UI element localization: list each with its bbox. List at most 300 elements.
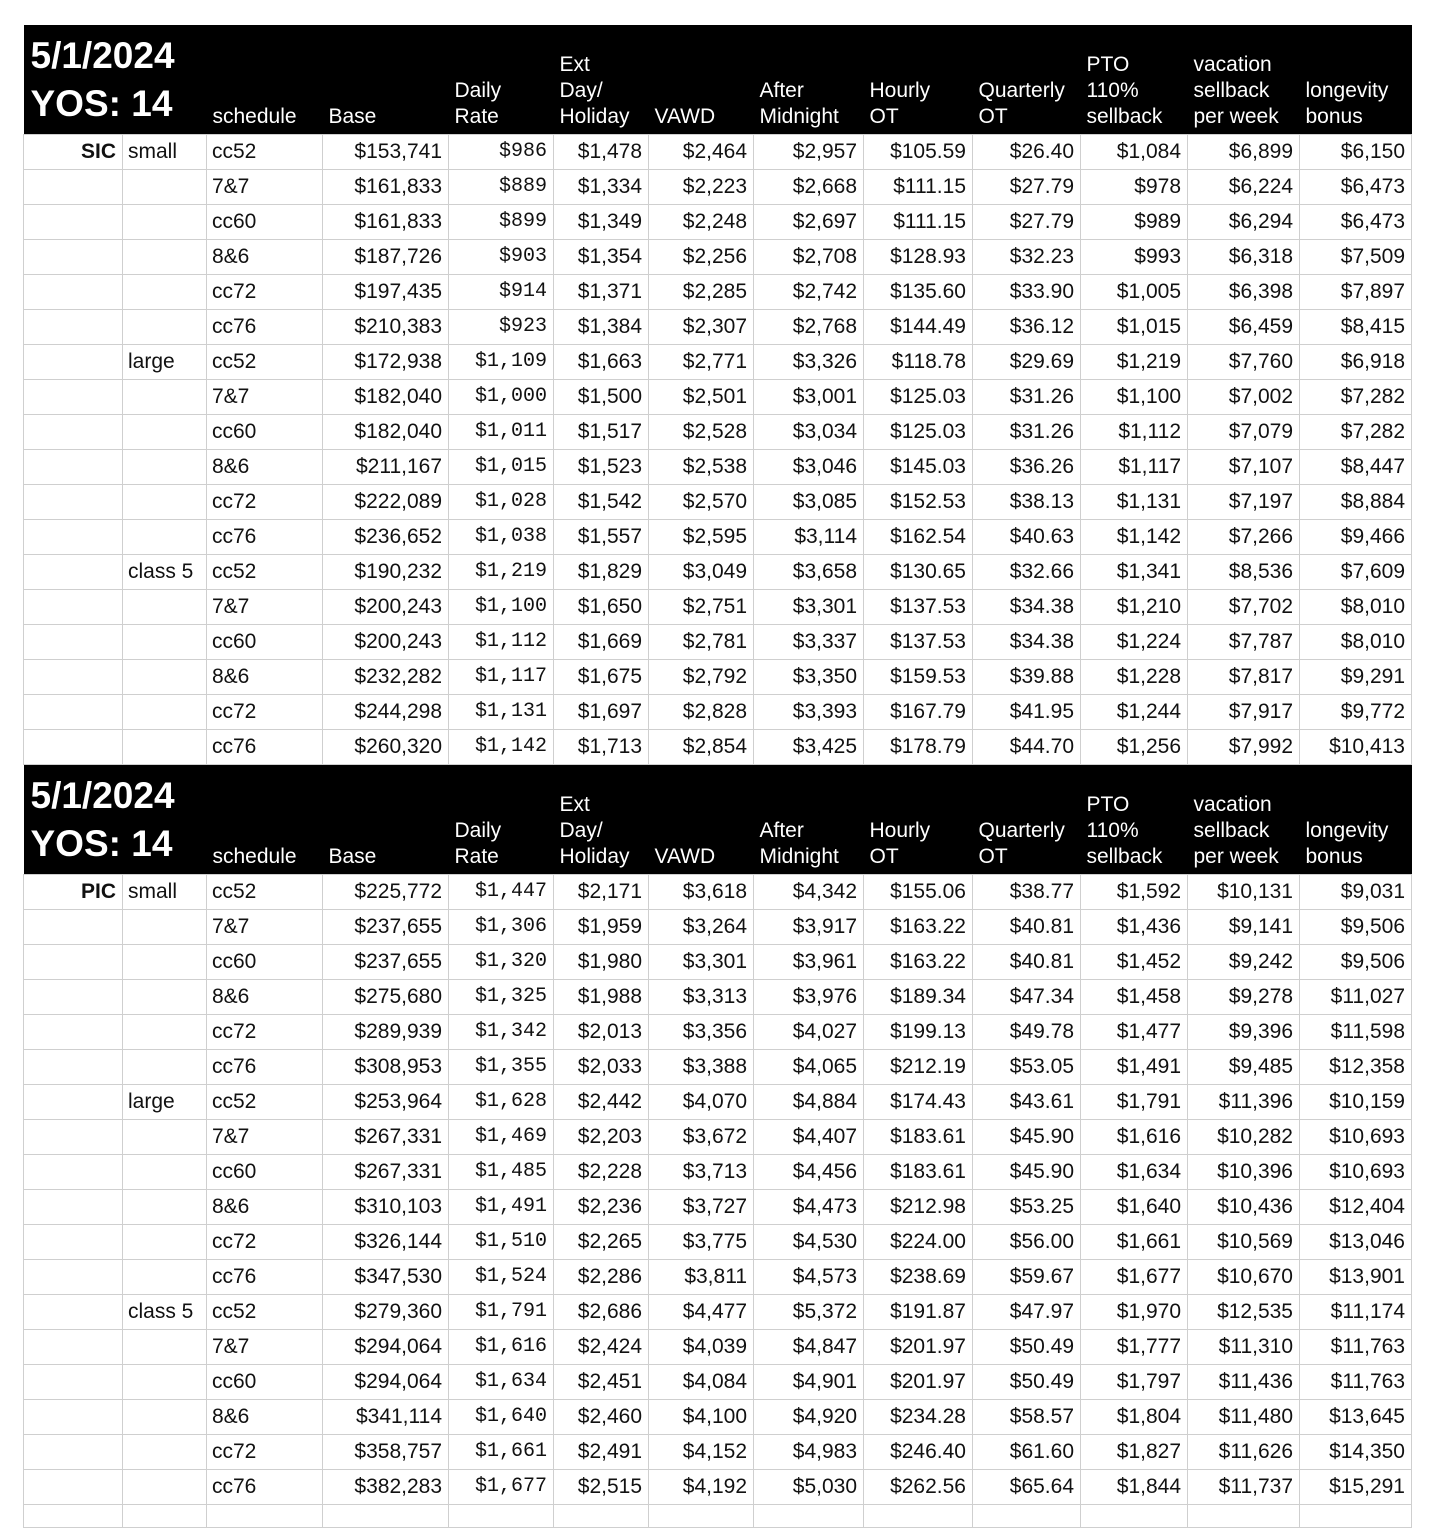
cell-longevity-bonus: $10,413 xyxy=(1300,730,1412,765)
cell-schedule: 7&7 xyxy=(207,910,323,945)
cell-quarterly-ot: $32.66 xyxy=(973,555,1081,590)
cell-quarterly-ot: $59.67 xyxy=(973,1260,1081,1295)
cell-base: $289,939 xyxy=(323,1015,449,1050)
empty-cell xyxy=(754,1505,864,1528)
cell-ext-day-holiday: $1,517 xyxy=(554,415,649,450)
cell-hourly-ot: $212.19 xyxy=(864,1050,973,1085)
table-row xyxy=(24,380,1412,415)
cell-role xyxy=(24,240,123,275)
cell-quarterly-ot: $45.90 xyxy=(973,1155,1081,1190)
cell-role xyxy=(24,625,123,660)
header-ext-day-holiday xyxy=(554,765,649,875)
cell-quarterly-ot: $33.90 xyxy=(973,275,1081,310)
cell-base: $225,772 xyxy=(323,875,449,910)
cell-after-midnight: $2,708 xyxy=(754,240,864,275)
cell-longevity-bonus: $14,350 xyxy=(1300,1435,1412,1470)
cell-after-midnight: $3,961 xyxy=(754,945,864,980)
cell-daily-rate: $1,325 xyxy=(449,980,554,1015)
cell-pto-sellback: $1,640 xyxy=(1081,1190,1188,1225)
cell-longevity-bonus: $7,282 xyxy=(1300,415,1412,450)
header-longevity-bonus-line: bonus xyxy=(1305,105,1363,128)
cell-after-midnight: $3,393 xyxy=(754,695,864,730)
cell-quarterly-ot: $41.95 xyxy=(973,695,1081,730)
cell-vacation-sellback: $10,569 xyxy=(1188,1225,1300,1260)
cell-schedule: cc60 xyxy=(207,1365,323,1400)
cell-base: $341,114 xyxy=(323,1400,449,1435)
cell-quarterly-ot: $45.90 xyxy=(973,1120,1081,1155)
cell-longevity-bonus: $8,010 xyxy=(1300,590,1412,625)
cell-ext-day-holiday: $2,228 xyxy=(554,1155,649,1190)
cell-aircraft-class xyxy=(123,1365,207,1400)
cell-pto-sellback: $1,634 xyxy=(1081,1155,1188,1190)
cell-hourly-ot: $105.59 xyxy=(864,135,973,170)
cell-daily-rate: $1,100 xyxy=(449,590,554,625)
cell-pto-sellback: $1,791 xyxy=(1081,1085,1188,1120)
header-longevity-bonus-line: longevity xyxy=(1305,819,1389,842)
header-ext-day-holiday-line: Holiday xyxy=(559,845,630,868)
cell-longevity-bonus: $11,027 xyxy=(1300,980,1412,1015)
cell-daily-rate: $1,015 xyxy=(449,450,554,485)
cell-vacation-sellback: $7,917 xyxy=(1188,695,1300,730)
aircraft-class-label: small xyxy=(128,880,178,903)
cell-vacation-sellback: $9,278 xyxy=(1188,980,1300,1015)
cell-role xyxy=(24,980,123,1015)
cell-after-midnight: $4,027 xyxy=(754,1015,864,1050)
cell-ext-day-holiday: $2,286 xyxy=(554,1260,649,1295)
cell-vawd: $2,595 xyxy=(649,520,754,555)
header-daily-rate-line: Daily xyxy=(454,819,502,842)
cell-schedule: cc76 xyxy=(207,310,323,345)
cell-schedule: cc72 xyxy=(207,1435,323,1470)
header-pto-sellback xyxy=(1081,25,1188,135)
cell-vacation-sellback: $8,536 xyxy=(1188,555,1300,590)
cell-schedule: cc72 xyxy=(207,1225,323,1260)
cell-pto-sellback: $1,661 xyxy=(1081,1225,1188,1260)
cell-daily-rate: $1,791 xyxy=(449,1295,554,1330)
cell-role xyxy=(24,1225,123,1260)
header-pto-sellback-line: PTO xyxy=(1086,793,1130,816)
cell-daily-rate: $889 xyxy=(449,170,554,205)
cell-vawd: $2,285 xyxy=(649,275,754,310)
cell-vacation-sellback: $10,670 xyxy=(1188,1260,1300,1295)
role-label: SIC xyxy=(80,140,116,163)
cell-aircraft-class xyxy=(123,910,207,945)
table-row xyxy=(24,240,1412,275)
header-hourly-ot-line: Hourly xyxy=(869,79,931,102)
cell-vawd: $4,152 xyxy=(649,1435,754,1470)
cell-hourly-ot: $152.53 xyxy=(864,485,973,520)
cell-after-midnight: $2,668 xyxy=(754,170,864,205)
cell-vacation-sellback: $6,899 xyxy=(1188,135,1300,170)
cell-after-midnight: $4,847 xyxy=(754,1330,864,1365)
cell-pto-sellback: $1,117 xyxy=(1081,450,1188,485)
cell-aircraft-class xyxy=(123,1400,207,1435)
header-ext-day-holiday-line: Day/ xyxy=(559,819,603,842)
cell-quarterly-ot: $47.34 xyxy=(973,980,1081,1015)
cell-base: $232,282 xyxy=(323,660,449,695)
cell-vacation-sellback: $7,760 xyxy=(1188,345,1300,380)
table-row xyxy=(24,450,1412,485)
cell-vawd: $3,713 xyxy=(649,1155,754,1190)
cell-longevity-bonus: $9,506 xyxy=(1300,910,1412,945)
cell-hourly-ot: $163.22 xyxy=(864,910,973,945)
cell-base: $211,167 xyxy=(323,450,449,485)
cell-daily-rate: $1,634 xyxy=(449,1365,554,1400)
header-after-midnight xyxy=(754,25,864,135)
cell-vacation-sellback: $7,107 xyxy=(1188,450,1300,485)
header-base xyxy=(323,25,449,135)
cell-ext-day-holiday: $1,478 xyxy=(554,135,649,170)
cell-daily-rate: $899 xyxy=(449,205,554,240)
cell-quarterly-ot: $27.79 xyxy=(973,170,1081,205)
cell-hourly-ot: $111.15 xyxy=(864,205,973,240)
cell-quarterly-ot: $49.78 xyxy=(973,1015,1081,1050)
cell-quarterly-ot: $36.26 xyxy=(973,450,1081,485)
empty-cell xyxy=(649,1505,754,1528)
cell-ext-day-holiday: $1,500 xyxy=(554,380,649,415)
cell-hourly-ot: $137.53 xyxy=(864,590,973,625)
cell-hourly-ot: $162.54 xyxy=(864,520,973,555)
header-ext-day-holiday-line: Holiday xyxy=(559,105,630,128)
cell-vawd: $2,854 xyxy=(649,730,754,765)
cell-after-midnight: $2,742 xyxy=(754,275,864,310)
cell-pto-sellback: $993 xyxy=(1081,240,1188,275)
cell-aircraft-class xyxy=(123,590,207,625)
cell-schedule: cc52 xyxy=(207,555,323,590)
cell-aircraft-class xyxy=(123,695,207,730)
cell-after-midnight: $3,337 xyxy=(754,625,864,660)
cell-role xyxy=(24,1190,123,1225)
cell-schedule: 8&6 xyxy=(207,240,323,275)
cell-pto-sellback: $1,477 xyxy=(1081,1015,1188,1050)
header-longevity-bonus xyxy=(1300,25,1412,135)
table-row xyxy=(24,135,1412,170)
cell-after-midnight: $5,372 xyxy=(754,1295,864,1330)
aircraft-class-label: class 5 xyxy=(128,1300,194,1323)
header-schedule-label: schedule xyxy=(212,845,297,868)
cell-hourly-ot: $130.65 xyxy=(864,555,973,590)
section-title xyxy=(24,765,207,875)
cell-base: $275,680 xyxy=(323,980,449,1015)
cell-ext-day-holiday: $2,460 xyxy=(554,1400,649,1435)
header-daily-rate-line: Rate xyxy=(454,105,499,128)
cell-role xyxy=(24,660,123,695)
header-daily-rate-line: Rate xyxy=(454,845,499,868)
cell-vawd: $3,388 xyxy=(649,1050,754,1085)
cell-role xyxy=(24,1470,123,1505)
table-row xyxy=(24,695,1412,730)
cell-pto-sellback: $1,131 xyxy=(1081,485,1188,520)
cell-aircraft-class xyxy=(123,730,207,765)
cell-role xyxy=(24,1155,123,1190)
header-longevity-bonus-line: bonus xyxy=(1305,845,1363,868)
cell-base: $161,833 xyxy=(323,170,449,205)
cell-aircraft-class xyxy=(123,1225,207,1260)
cell-vacation-sellback: $7,787 xyxy=(1188,625,1300,660)
cell-pto-sellback: $1,844 xyxy=(1081,1470,1188,1505)
cell-daily-rate: $1,491 xyxy=(449,1190,554,1225)
cell-quarterly-ot: $39.88 xyxy=(973,660,1081,695)
table-row xyxy=(24,910,1412,945)
cell-vacation-sellback: $6,294 xyxy=(1188,205,1300,240)
cell-role xyxy=(24,1015,123,1050)
cell-schedule: 8&6 xyxy=(207,1400,323,1435)
header-hourly-ot-line: Hourly xyxy=(869,819,931,842)
cell-aircraft-class xyxy=(123,345,207,380)
header-after-midnight-line: After xyxy=(759,819,804,842)
table-row xyxy=(24,170,1412,205)
cell-daily-rate: $914 xyxy=(449,275,554,310)
cell-aircraft-class xyxy=(123,1120,207,1155)
table-row xyxy=(24,310,1412,345)
cell-role xyxy=(24,170,123,205)
cell-base: $347,530 xyxy=(323,1260,449,1295)
table-row xyxy=(24,520,1412,555)
cell-hourly-ot: $212.98 xyxy=(864,1190,973,1225)
cell-daily-rate: $1,109 xyxy=(449,345,554,380)
aircraft-class-label: large xyxy=(128,1090,175,1113)
empty-cell xyxy=(1300,1505,1412,1528)
cell-role xyxy=(24,555,123,590)
cell-pto-sellback: $1,112 xyxy=(1081,415,1188,450)
cell-after-midnight: $4,473 xyxy=(754,1190,864,1225)
header-hourly-ot-line: OT xyxy=(869,105,899,128)
header-vawd xyxy=(649,25,754,135)
header-pto-sellback-line: sellback xyxy=(1086,845,1163,868)
cell-role xyxy=(24,730,123,765)
cell-vacation-sellback: $7,992 xyxy=(1188,730,1300,765)
cell-after-midnight: $4,065 xyxy=(754,1050,864,1085)
table-row xyxy=(24,1435,1412,1470)
cell-hourly-ot: $199.13 xyxy=(864,1015,973,1050)
cell-hourly-ot: $125.03 xyxy=(864,380,973,415)
cell-aircraft-class xyxy=(123,415,207,450)
cell-ext-day-holiday: $2,451 xyxy=(554,1365,649,1400)
header-quarterly-ot-line: OT xyxy=(978,105,1008,128)
cell-pto-sellback: $1,436 xyxy=(1081,910,1188,945)
table-row xyxy=(24,1225,1412,1260)
cell-aircraft-class xyxy=(123,1295,207,1330)
section-yos: YOS: 14 xyxy=(30,822,173,864)
cell-daily-rate: $1,485 xyxy=(449,1155,554,1190)
cell-ext-day-holiday: $1,349 xyxy=(554,205,649,240)
cell-longevity-bonus: $10,693 xyxy=(1300,1155,1412,1190)
cell-base: $172,938 xyxy=(323,345,449,380)
cell-vacation-sellback: $11,310 xyxy=(1188,1330,1300,1365)
cell-quarterly-ot: $40.81 xyxy=(973,945,1081,980)
header-daily-rate xyxy=(449,25,554,135)
cell-after-midnight: $4,983 xyxy=(754,1435,864,1470)
header-pto-sellback xyxy=(1081,765,1188,875)
cell-pto-sellback: $1,100 xyxy=(1081,380,1188,415)
cell-ext-day-holiday: $1,384 xyxy=(554,310,649,345)
cell-daily-rate: $1,117 xyxy=(449,660,554,695)
table-row xyxy=(24,415,1412,450)
cell-role xyxy=(24,910,123,945)
cell-role xyxy=(24,590,123,625)
cell-base: $182,040 xyxy=(323,380,449,415)
table-row xyxy=(24,1260,1412,1295)
cell-schedule: cc60 xyxy=(207,1155,323,1190)
cell-schedule: cc72 xyxy=(207,275,323,310)
cell-schedule: 8&6 xyxy=(207,660,323,695)
cell-hourly-ot: $167.79 xyxy=(864,695,973,730)
cell-longevity-bonus: $10,159 xyxy=(1300,1085,1412,1120)
cell-ext-day-holiday: $1,675 xyxy=(554,660,649,695)
cell-after-midnight: $4,901 xyxy=(754,1365,864,1400)
cell-pto-sellback: $1,224 xyxy=(1081,625,1188,660)
cell-schedule: cc52 xyxy=(207,135,323,170)
cell-pto-sellback: $1,797 xyxy=(1081,1365,1188,1400)
cell-longevity-bonus: $8,447 xyxy=(1300,450,1412,485)
header-vawd-label: VAWD xyxy=(654,845,716,868)
empty-cell xyxy=(1081,1505,1188,1528)
cell-base: $197,435 xyxy=(323,275,449,310)
cell-vacation-sellback: $10,131 xyxy=(1188,875,1300,910)
cell-base: $200,243 xyxy=(323,625,449,660)
cell-quarterly-ot: $27.79 xyxy=(973,205,1081,240)
cell-hourly-ot: $135.60 xyxy=(864,275,973,310)
cell-longevity-bonus: $9,291 xyxy=(1300,660,1412,695)
cell-longevity-bonus: $13,901 xyxy=(1300,1260,1412,1295)
cell-quarterly-ot: $53.05 xyxy=(973,1050,1081,1085)
header-vacation-sellback-line: per week xyxy=(1193,105,1279,128)
cell-schedule: cc76 xyxy=(207,1470,323,1505)
cell-ext-day-holiday: $2,515 xyxy=(554,1470,649,1505)
cell-base: $358,757 xyxy=(323,1435,449,1470)
cell-hourly-ot: $145.03 xyxy=(864,450,973,485)
pay-table xyxy=(23,25,1412,1528)
table-row xyxy=(24,345,1412,380)
cell-vacation-sellback: $11,436 xyxy=(1188,1365,1300,1400)
cell-role xyxy=(24,1330,123,1365)
cell-longevity-bonus: $7,897 xyxy=(1300,275,1412,310)
cell-ext-day-holiday: $2,442 xyxy=(554,1085,649,1120)
cell-quarterly-ot: $36.12 xyxy=(973,310,1081,345)
cell-schedule: cc52 xyxy=(207,1295,323,1330)
cell-vacation-sellback: $7,079 xyxy=(1188,415,1300,450)
cell-daily-rate: $1,112 xyxy=(449,625,554,660)
empty-cell xyxy=(207,1505,323,1528)
cell-aircraft-class xyxy=(123,1470,207,1505)
cell-hourly-ot: $183.61 xyxy=(864,1155,973,1190)
cell-daily-rate: $923 xyxy=(449,310,554,345)
table-row xyxy=(24,1155,1412,1190)
cell-ext-day-holiday: $2,265 xyxy=(554,1225,649,1260)
header-base-label: Base xyxy=(328,845,377,868)
cell-quarterly-ot: $58.57 xyxy=(973,1400,1081,1435)
cell-longevity-bonus: $8,415 xyxy=(1300,310,1412,345)
cell-quarterly-ot: $65.64 xyxy=(973,1470,1081,1505)
empty-cell xyxy=(24,1505,123,1528)
cell-after-midnight: $4,407 xyxy=(754,1120,864,1155)
cell-ext-day-holiday: $1,354 xyxy=(554,240,649,275)
cell-pto-sellback: $1,491 xyxy=(1081,1050,1188,1085)
cell-quarterly-ot: $31.26 xyxy=(973,380,1081,415)
cell-ext-day-holiday: $2,686 xyxy=(554,1295,649,1330)
cell-vacation-sellback: $9,141 xyxy=(1188,910,1300,945)
header-ext-day-holiday xyxy=(554,25,649,135)
cell-ext-day-holiday: $1,371 xyxy=(554,275,649,310)
cell-ext-day-holiday: $1,650 xyxy=(554,590,649,625)
header-after-midnight-line: Midnight xyxy=(759,845,839,868)
cell-aircraft-class xyxy=(123,1085,207,1120)
cell-hourly-ot: $234.28 xyxy=(864,1400,973,1435)
cell-base: $294,064 xyxy=(323,1330,449,1365)
cell-daily-rate: $1,219 xyxy=(449,555,554,590)
cell-after-midnight: $3,114 xyxy=(754,520,864,555)
cell-schedule: cc72 xyxy=(207,695,323,730)
cell-after-midnight: $3,034 xyxy=(754,415,864,450)
header-ext-day-holiday-line: Day/ xyxy=(559,79,603,102)
cell-hourly-ot: $174.43 xyxy=(864,1085,973,1120)
cell-hourly-ot: $111.15 xyxy=(864,170,973,205)
cell-ext-day-holiday: $1,663 xyxy=(554,345,649,380)
cell-schedule: cc72 xyxy=(207,485,323,520)
cell-after-midnight: $5,030 xyxy=(754,1470,864,1505)
cell-daily-rate: $1,628 xyxy=(449,1085,554,1120)
cell-daily-rate: $1,342 xyxy=(449,1015,554,1050)
cell-longevity-bonus: $12,404 xyxy=(1300,1190,1412,1225)
cell-hourly-ot: $191.87 xyxy=(864,1295,973,1330)
cell-aircraft-class xyxy=(123,1155,207,1190)
cell-hourly-ot: $159.53 xyxy=(864,660,973,695)
cell-daily-rate: $1,000 xyxy=(449,380,554,415)
cell-ext-day-holiday: $1,669 xyxy=(554,625,649,660)
cell-vacation-sellback: $9,242 xyxy=(1188,945,1300,980)
table-row xyxy=(24,875,1412,910)
cell-schedule: cc76 xyxy=(207,1260,323,1295)
cell-after-midnight: $3,658 xyxy=(754,555,864,590)
cell-schedule: cc60 xyxy=(207,625,323,660)
cell-schedule: cc76 xyxy=(207,730,323,765)
cell-daily-rate: $1,038 xyxy=(449,520,554,555)
cell-vawd: $2,771 xyxy=(649,345,754,380)
cell-quarterly-ot: $53.25 xyxy=(973,1190,1081,1225)
cell-ext-day-holiday: $2,203 xyxy=(554,1120,649,1155)
empty-cell xyxy=(449,1505,554,1528)
cell-quarterly-ot: $44.70 xyxy=(973,730,1081,765)
cell-aircraft-class xyxy=(123,1435,207,1470)
cell-base: $260,320 xyxy=(323,730,449,765)
header-quarterly-ot xyxy=(973,25,1081,135)
cell-role xyxy=(24,135,123,170)
section-header-row xyxy=(24,765,1412,875)
cell-vacation-sellback: $7,702 xyxy=(1188,590,1300,625)
cell-after-midnight: $4,530 xyxy=(754,1225,864,1260)
cell-daily-rate: $1,355 xyxy=(449,1050,554,1085)
cell-role xyxy=(24,945,123,980)
cell-vawd: $3,356 xyxy=(649,1015,754,1050)
header-base xyxy=(323,765,449,875)
cell-vacation-sellback: $11,480 xyxy=(1188,1400,1300,1435)
cell-aircraft-class xyxy=(123,240,207,275)
cell-after-midnight: $3,301 xyxy=(754,590,864,625)
header-vacation-sellback-line: sellback xyxy=(1193,79,1270,102)
cell-role xyxy=(24,205,123,240)
cell-quarterly-ot: $34.38 xyxy=(973,590,1081,625)
table-row xyxy=(24,660,1412,695)
cell-vawd: $2,248 xyxy=(649,205,754,240)
cell-aircraft-class xyxy=(123,625,207,660)
cell-quarterly-ot: $31.26 xyxy=(973,415,1081,450)
cell-longevity-bonus: $8,884 xyxy=(1300,485,1412,520)
cell-ext-day-holiday: $1,829 xyxy=(554,555,649,590)
section-date: 5/1/2024 xyxy=(30,774,175,816)
empty-row xyxy=(24,1505,1412,1528)
cell-base: $244,298 xyxy=(323,695,449,730)
cell-base: $182,040 xyxy=(323,415,449,450)
